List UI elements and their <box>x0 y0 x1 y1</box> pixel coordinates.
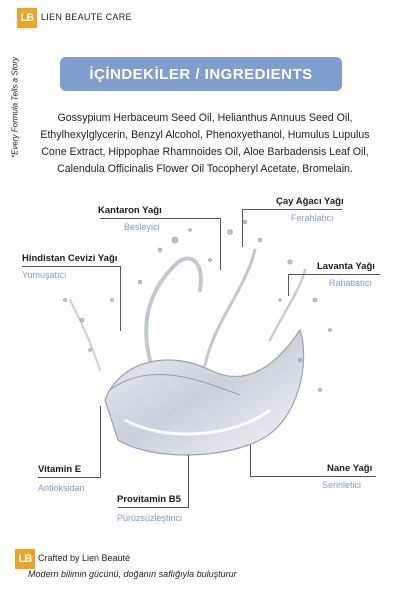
callout-vitamin-e-benefit: Antioksidan <box>38 483 85 493</box>
leader-line <box>22 266 120 267</box>
leader-line <box>38 477 100 478</box>
callout-provitamin-name: Provitamin B5 <box>117 494 181 505</box>
leader-line <box>100 406 101 478</box>
callout-nane-name: Nane Yağı <box>327 463 373 474</box>
leader-line <box>118 507 188 508</box>
brand-name: LIEN BEAUTE CARE <box>41 12 132 22</box>
brand-logo: LB <box>15 549 35 569</box>
leader-line <box>120 266 121 331</box>
side-slogan: *Every Formula Tells a Story <box>10 56 20 159</box>
callout-vitamin-e-name: Vitamin E <box>38 464 82 475</box>
callout-provitamin-benefit: Pürüzsüzleştirici <box>117 513 183 523</box>
leader-line <box>100 218 220 219</box>
leader-line <box>250 476 376 477</box>
leader-line <box>242 209 243 247</box>
callout-lavanta-benefit: Rahatlatıcı <box>329 278 373 288</box>
leader-line <box>220 218 221 270</box>
callout-cay-agaci-benefit: Ferahlatıcı <box>291 213 334 223</box>
ingredients-list: Gossypium Herbaceum Seed Oil, Helianthus Annuus Seed Oil, Ethylhexylglycerin, Benzyl Alcohol, Phenoxyethanol, Humulus Lupulus Cone Extract, Hippophae Rhamnoides Oil, Aloe Barbadensis Leaf Oil, Calendula Officinalis Flower Oil Tocopheryl Acetate, Bromelain. <box>40 112 370 175</box>
callout-hindistan-benefit: Yumuşatıcı <box>22 270 67 280</box>
callout-kantaron-benefit: Besleyici <box>124 222 160 232</box>
leader-line <box>188 455 189 508</box>
leader-line <box>242 209 342 210</box>
leader-line <box>288 274 380 275</box>
leader-line <box>250 445 251 477</box>
callout-kantaron-name: Kantaron Yağı <box>98 205 162 216</box>
brand-logo: LB <box>17 8 37 28</box>
leader-line <box>288 274 289 296</box>
ingredients-title-banner: İÇİNDEKİLER / INGREDIENTS <box>60 57 342 91</box>
crafted-by-text: Crafted by Lien Beauté <box>38 553 131 563</box>
footer-slogan: Modern bilimin gücünü, doğanın saflığıyla buluşturur <box>28 569 237 579</box>
callout-lavanta-name: Lavanta Yağı <box>317 261 375 272</box>
callout-hindistan-name: Hindistan Cevizi Yağı <box>22 253 118 264</box>
callout-cay-agaci-name: Çay Ağacı Yağı <box>276 196 344 207</box>
callout-nane-benefit: Serinletici <box>322 480 362 490</box>
